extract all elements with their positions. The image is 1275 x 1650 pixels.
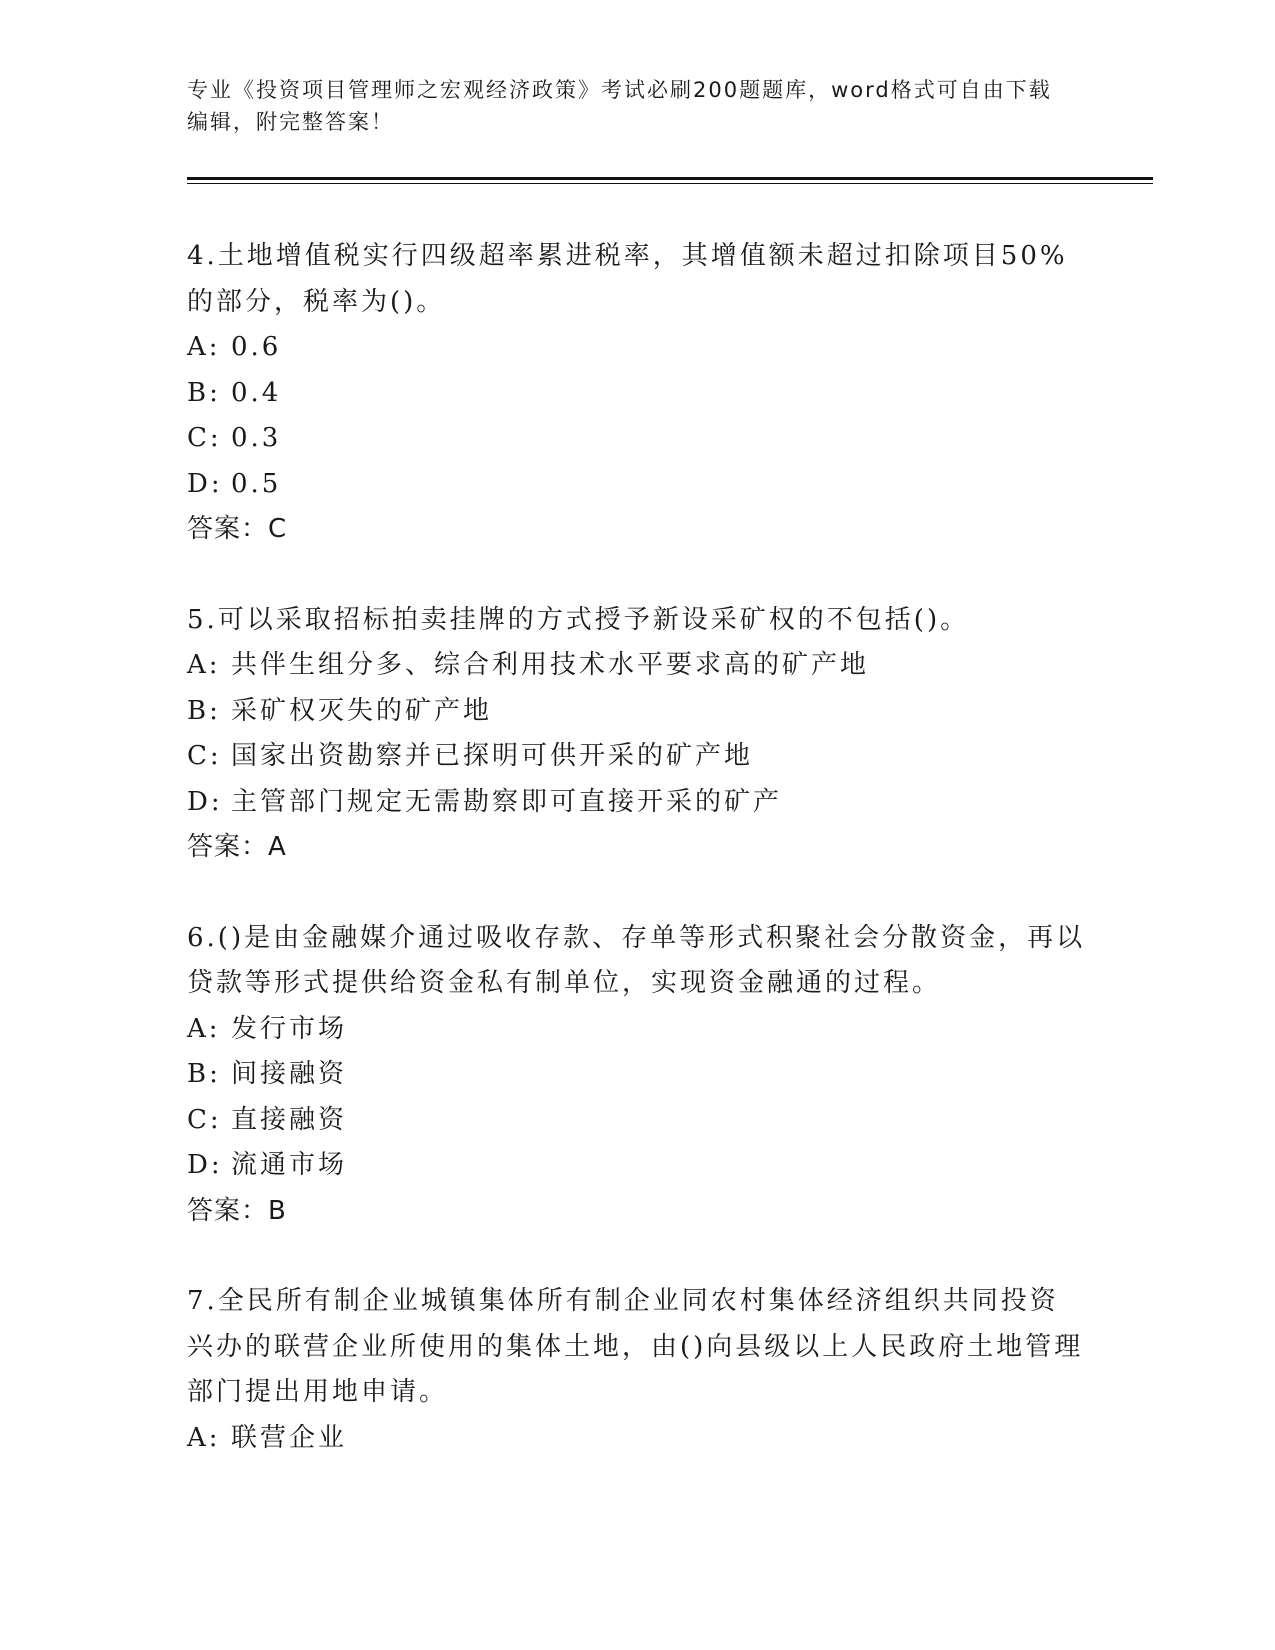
option-text: 流通市场 — [231, 1150, 348, 1180]
option-c — [187, 1098, 1087, 1144]
option-label: A: — [187, 650, 221, 680]
option-d — [187, 1143, 1087, 1189]
option-b — [187, 1052, 1087, 1098]
option-text: 主管部门规定无需勘察即可直接开采的矿产 — [231, 786, 783, 817]
option-text: 采矿权灭失的矿产地 — [231, 695, 493, 726]
option-text: 直接融资 — [231, 1104, 348, 1135]
option-label: B: — [187, 1059, 221, 1089]
option-a — [187, 643, 1087, 689]
option-label: B: — [187, 377, 221, 408]
option-text: 共伴生组分多、综合利用技术水平要求高的矿产地 — [231, 650, 870, 680]
option-text: 联营企业 — [231, 1422, 348, 1453]
document-header — [187, 74, 1067, 138]
option-label: D: — [187, 468, 223, 499]
option-a — [187, 1416, 1087, 1462]
question-4 — [187, 234, 1087, 553]
header-divider-thick — [187, 177, 1153, 180]
option-text: 0.3 — [231, 423, 282, 453]
question-stem: 6.()是由金融媒介通过吸收存款、存单等形式积聚社会分散资金，再以贷款等形式提供给资金私有制单位，实现资金融通的过程。 — [187, 922, 1086, 998]
option-text: 国家出资勘察并已探明可供开采的矿产地 — [231, 741, 754, 771]
question-7 — [187, 1279, 1087, 1461]
header-title: 专业《投资项目管理师之宏观经济政策》考试必刷200题题库，word格式可自由下载编辑，附完整答案！ — [187, 78, 1052, 134]
option-b — [187, 371, 1087, 417]
option-label: D: — [187, 1150, 223, 1180]
answer-line: 答案：A — [187, 832, 287, 862]
option-label: C: — [187, 741, 222, 771]
option-text: 0.5 — [231, 468, 282, 499]
option-text: 0.4 — [231, 377, 282, 408]
question-6 — [187, 916, 1087, 1235]
option-label: D: — [187, 786, 223, 817]
option-label: A: — [187, 1422, 221, 1453]
option-c — [187, 734, 1087, 780]
option-label: C: — [187, 423, 222, 453]
option-label: A: — [187, 332, 221, 362]
option-d — [187, 462, 1087, 508]
option-text: 0.6 — [231, 332, 282, 362]
header-divider-thin — [187, 183, 1153, 184]
option-b — [187, 689, 1087, 735]
question-list — [187, 234, 1087, 1506]
option-label: B: — [187, 695, 221, 726]
option-label: C: — [187, 1104, 222, 1135]
question-stem: 4.土地增值税实行四级超率累进税率，其增值额未超过扣除项目50%的部分，税率为()。 — [187, 241, 1068, 317]
answer-line: 答案：C — [187, 514, 288, 544]
question-stem: 5.可以采取招标拍卖挂牌的方式授予新设采矿权的不包括()。 — [187, 604, 970, 635]
option-label: A: — [187, 1013, 221, 1044]
option-a — [187, 325, 1087, 371]
option-text: 发行市场 — [231, 1013, 348, 1044]
question-stem: 7.全民所有制企业城镇集体所有制企业同农村集体经济组织共同投资兴办的联营企业所使用的集体土地，由()向县级以上人民政府土地管理部门提出用地申请。 — [187, 1286, 1084, 1407]
option-c — [187, 416, 1087, 462]
question-5 — [187, 598, 1087, 871]
option-d — [187, 780, 1087, 826]
answer-line: 答案：B — [187, 1195, 287, 1226]
option-text: 间接融资 — [231, 1059, 348, 1089]
option-a — [187, 1007, 1087, 1053]
